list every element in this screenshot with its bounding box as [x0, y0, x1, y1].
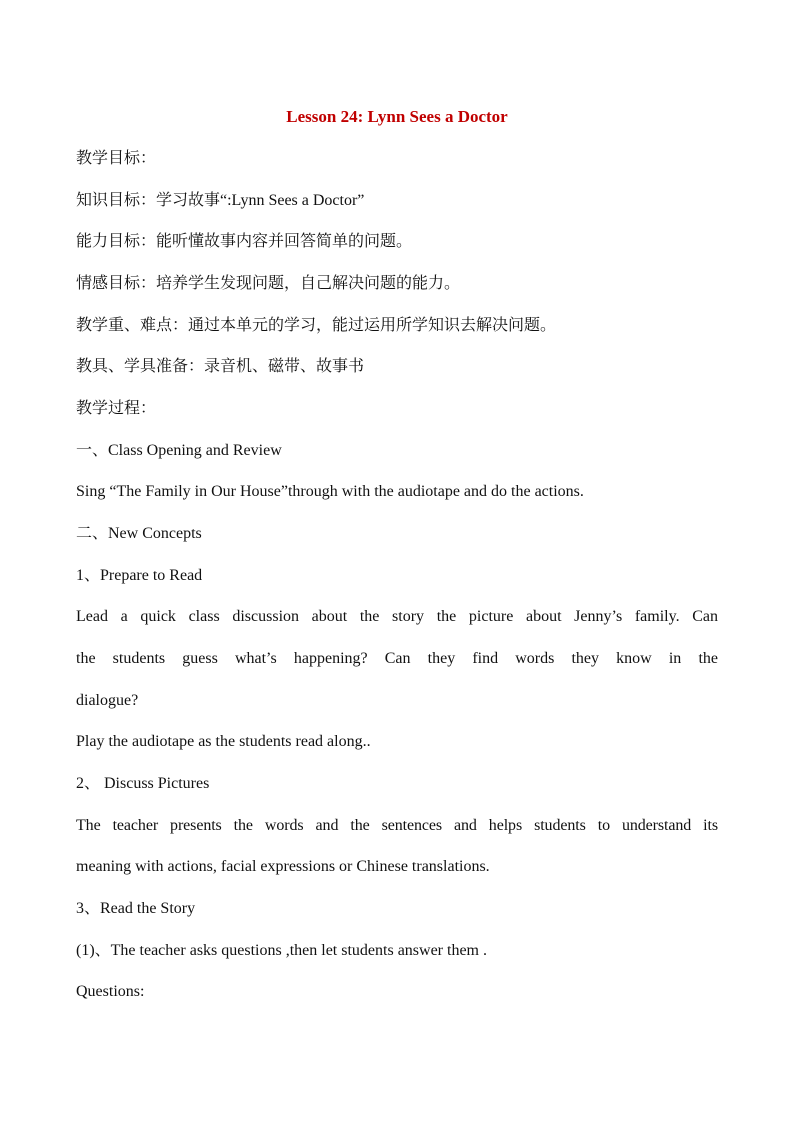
- key-difficult-points: 教学重、难点：通过本单元的学习，能过运用所学知识去解决问题。: [76, 317, 557, 334]
- page-title: Lesson 24: Lynn Sees a Doctor: [286, 107, 508, 126]
- paragraph-presents-line-2: meaning with actions, facial expressions or Chinese translations.: [76, 858, 490, 875]
- emotion-objective: 情感目标：培养学生发现问题，自己解决问题的能力。: [76, 275, 461, 292]
- step-one-heading: 一、Class Opening and Review: [76, 442, 282, 459]
- paragraph-sing: Sing “The Family in Our House”through with the audiotape and do the actions.: [76, 483, 584, 500]
- knowledge-objective: 知识目标：学习故事“:Lynn Sees a Doctor”: [76, 192, 365, 209]
- subheading-read-the-story: 3、Read the Story: [76, 900, 196, 917]
- paragraph-play-audiotape: Play the audiotape as the students read along..: [76, 733, 371, 750]
- paragraph-asks-questions: (1)、The teacher asks questions ,then let students answer them .: [76, 942, 488, 959]
- questions-label: Questions:: [76, 983, 145, 1000]
- subheading-prepare-to-read: 1、Prepare to Read: [76, 567, 203, 584]
- section-heading-process: 教学过程：: [76, 400, 157, 417]
- step-two-heading: 二、New Concepts: [76, 525, 202, 542]
- paragraph-presents-line-1: The teacher presents the words and the sentences and helps students to understand its: [76, 817, 718, 834]
- paragraph-discussion-line-1: Lead a quick class discussion about the story the picture about Jenny’s family. Can: [76, 608, 718, 625]
- paragraph-discussion-line-2: the students guess what’s happening? Can they find words they know in the: [76, 650, 718, 667]
- ability-objective: 能力目标：能听懂故事内容并回答简单的问题。: [76, 233, 413, 250]
- paragraph-discussion-line-3: dialogue?: [76, 692, 139, 709]
- subheading-discuss-pictures: 2、 Discuss Pictures: [76, 775, 210, 792]
- teaching-aids: 教具、学具准备：录音机、磁带、故事书: [76, 358, 365, 375]
- section-heading-objectives: 教学目标：: [76, 150, 157, 167]
